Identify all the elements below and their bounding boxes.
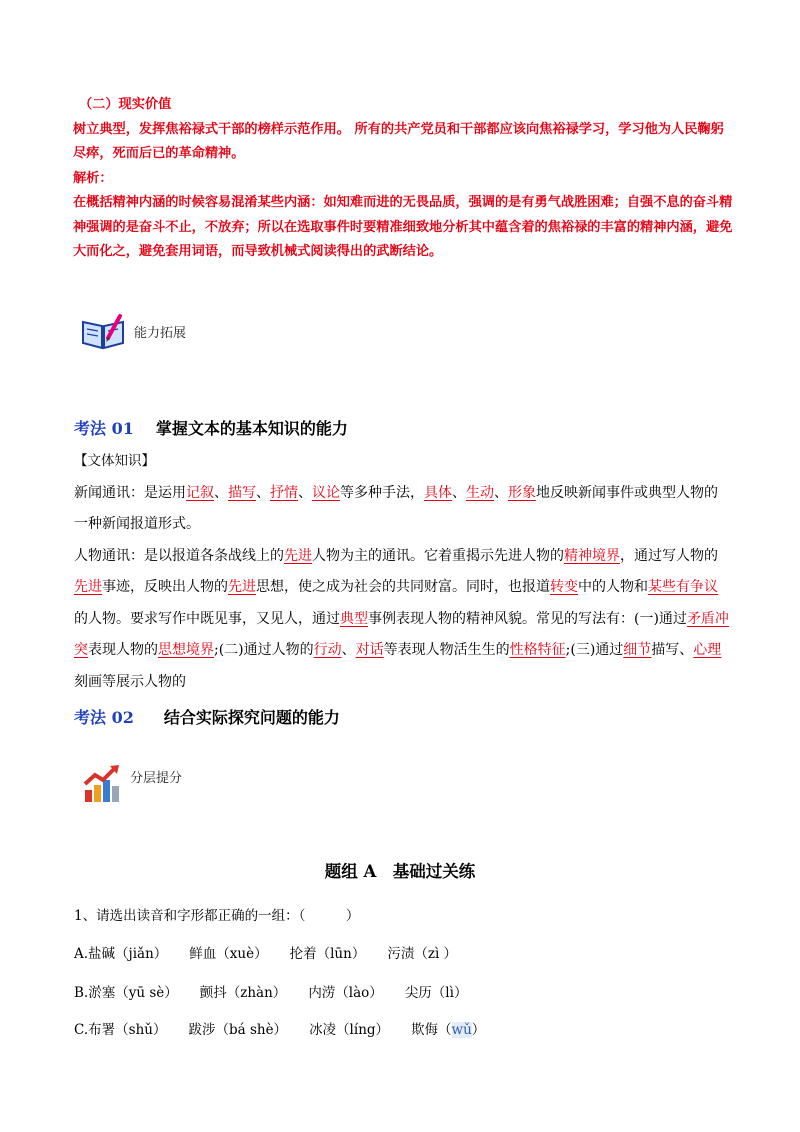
keyword: 典型 [340, 610, 368, 627]
keyword: 细节 [623, 642, 652, 658]
option-c: C.布署（shǔ） 跋涉（bá shè） 冰凌（líng） 欺侮（wǔ） [74, 1022, 486, 1038]
question-1: 1、请选出读音和字形都正确的一组：（ ） [74, 908, 360, 924]
keyword: 某些有争议 [648, 579, 718, 595]
keyword: 先进 [228, 579, 256, 595]
book-pen-icon [80, 312, 126, 350]
ability-extension-header [80, 312, 186, 350]
method-02-tag: 考法 02 [74, 708, 134, 727]
practical-value-section [73, 93, 733, 265]
keyword: 描写 [228, 484, 256, 501]
analysis-text: 在概括精神内涵的时候容易混淆某些内涵：如知难而进的无畏品质，强调的是有勇气战胜困难；自强不息的奋斗精神强调的是奋斗不止，不放弃；所以在选取事件时要精准细致地分析其中蕴含着的焦裕禄的丰富的精神内涵，避免大而化之，避免套用词语，而导致机械式阅读得出的武断结论。 [73, 195, 733, 259]
keyword: 抒情 [270, 484, 298, 501]
keyword: 行动 [313, 642, 342, 658]
keyword: 转变 [550, 579, 578, 595]
option-a: A.盐碱（jiǎn） 鲜血（xuè） 抡着（lūn） 污渍（zì ） [74, 946, 458, 962]
keyword: 思想境界 [158, 642, 214, 658]
person-correspondence-paragraph: 人物通讯：是以报道各条战线上的先进人物为主的通讯。它着重揭示先进人物的精神境界，通过写人物的先进事迹，反映出人物的先进思想，使之成为社会的共同财富。同时，也报道转变中的人物和某些有争议的人物。要求写作中既见事，又见人，通过典型事例表现人物的精神风貌。常见的写法有：(一)通过矛盾冲突表现人物的思想境界;(二)通过人物的行动、对话等表现人物活生生的性格特征;(三)通过细节描写、心理刻画等展示人物的 [74, 547, 729, 690]
keyword: 先进 [74, 579, 102, 595]
keyword: 性格特征 [509, 642, 566, 658]
method-01-heading [74, 416, 348, 439]
keyword: 精神境界 [564, 547, 620, 564]
keyword: 心理 [693, 642, 722, 658]
layered-score-header [82, 762, 182, 804]
option-b: B.淤塞（yū sè） 颤抖（zhàn） 内涝（lào） 尖历（lì） [74, 985, 468, 1001]
keyword: 矛盾冲突 [74, 610, 729, 658]
keyword: 对话 [355, 642, 384, 658]
highlighted-pinyin: wǔ [451, 1022, 472, 1038]
group-a-title: 题组 A 基础过关练 [324, 862, 476, 881]
method-01-title: 掌握文本的基本知识的能力 [155, 419, 348, 438]
growth-chart-icon [82, 762, 122, 804]
genre-knowledge [74, 446, 730, 698]
method-02-heading [74, 705, 340, 728]
method-01-tag: 考法 01 [74, 419, 134, 438]
news-correspondence-paragraph: 新闻通讯：是运用记叙、描写、抒情、议论等多种手法，具体、生动、形象地反映新闻事件或典型人物的一种新闻报道形式。 [74, 484, 718, 532]
analysis-label: 解析： [73, 170, 113, 186]
method-02-title: 结合实际探究问题的能力 [163, 708, 340, 727]
keyword: 形象 [508, 484, 536, 501]
genre-knowledge-title: 【文体知识】 [74, 453, 155, 469]
keyword: 具体 [424, 484, 452, 501]
practical-value-text: 树立典型，发挥焦裕禄式干部的榜样示范作用。 所有的共产党员和干部都应该向焦裕禄学习，学习他为人民鞠躬尽瘁，死而后已的革命精神。 [73, 121, 724, 161]
layered-score-label: 分层提分 [130, 770, 183, 786]
keyword: 议论 [312, 484, 340, 501]
ability-extension-label: 能力拓展 [134, 325, 187, 341]
practical-value-title: （二）现实价值 [79, 97, 172, 112]
keyword: 记叙 [186, 484, 214, 501]
keyword: 生动 [466, 484, 494, 501]
keyword: 先进 [284, 547, 312, 564]
